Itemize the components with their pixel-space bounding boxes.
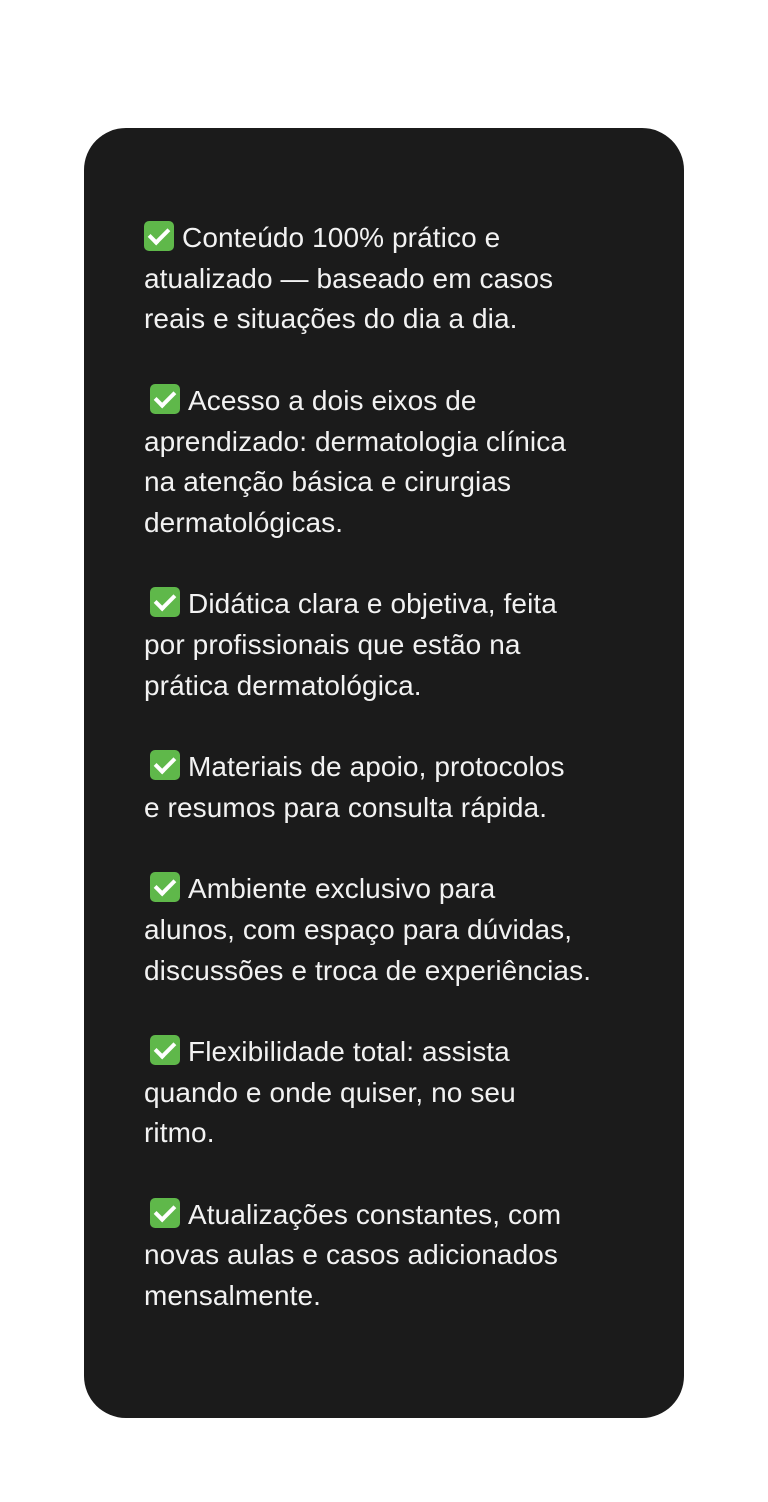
check-icon [144,221,174,251]
benefits-card [84,128,684,1418]
benefit-item-environment: Ambiente exclusivo para alunos, com espaço para dúvidas, discussões e troca de experiências. [144,873,592,986]
check-icon [150,384,180,414]
check-icon [150,750,180,780]
benefit-item-materials: Materiais de apoio, protocolos e resumos para consulta rápida. [144,751,565,823]
benefit-item-flexibility: Flexibilidade total: assista quando e onde quiser, no seu ritmo. [144,1035,516,1149]
check-icon [150,872,180,902]
check-icon [150,587,180,617]
check-icon [150,1198,180,1228]
benefit-item-updates: Atualizações constantes, com novas aulas e casos adicionados mensalmente. [144,1198,562,1312]
check-icon [150,1035,180,1065]
benefit-item-access: Acesso a dois eixos de aprendizado: dermatologia clínica na atenção básica e cirurgias dermatológicas. [144,384,567,538]
benefit-item-content: Conteúdo 100% prático e atualizado — baseado em casos reais e situações do dia a dia. [144,222,554,335]
benefit-item-didactics: Didática clara e objetiva, feita por profissionais que estão na prática dermatológica. [144,588,557,701]
